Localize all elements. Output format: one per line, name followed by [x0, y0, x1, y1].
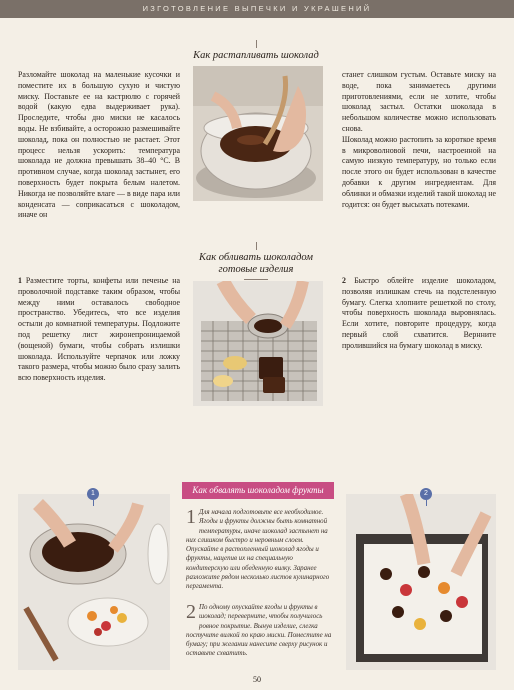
page-number: 50: [253, 675, 261, 684]
section1-right-text-2: Шоколад можно растопить за короткое время в микроволновой печи, настроенной на самую низкую температуру, но только если после этого он будет использован в качестве добавки к другим ингредиентам. Для облинки и обмазки изделий такой шоколад не годится: он будет высыхать потеками.: [342, 134, 496, 209]
fruit-on-parchment-photo: [346, 494, 496, 670]
title-tick: [256, 242, 257, 250]
fruit-step2-text: По одному опускайте ягоды и фрукты в шоколад; переверните, чтобы получилось ровное покрытие. Вынув изделие, слегка постучите вилкой по краю миски. Поместите на бумагу; при желании нанесите сверху рисунок и оставьте схватить.: [186, 604, 332, 658]
section2-left-text: Разместите торты, конфеты или печенье на проволочной подставке таким образом, чтобы между ними оставалось свободное пространство. Убедитесь, что все изделия остыли до комнатной температуры. Подложите под решетку лист жиронепроницаемой (вощеной) бумаги, чтобы собрать излишки шоколада. Используйте черпачок или ложку такого размера, чтобы можно было сразу залить всю поверхность изделия.: [18, 276, 180, 383]
melting-chocolate-photo: [193, 66, 323, 201]
section2-title-line2: готовые изделия: [218, 264, 294, 276]
section2-right-column: [342, 276, 496, 352]
section1-title-text: Как растапливать шоколад: [193, 50, 319, 61]
section1-right-column: [342, 70, 496, 210]
fruit-step1: [186, 508, 336, 592]
running-header-title: ИЗГОТОВЛЕНИЕ ВЫПЕЧКИ И УКРАШЕНИЙ: [142, 4, 372, 13]
step1-badge: 1: [87, 488, 99, 500]
section2-right-text: Быстро облейте изделие шоколадом, позволяя излишкам стечь на подстеленную бумагу. Слегка хлопните решеткой по столу, чтобы поверхность шоколада выровнялась. Если хотите, повторите процедуру, когда первый слой схватится. Вернните пролившийся на бумагу шоколад в миску.: [342, 276, 496, 350]
glazing-on-rack-photo: [193, 281, 323, 406]
badge1-line: [93, 500, 94, 506]
section1-left-column: [18, 70, 180, 221]
step-number: 2: [342, 276, 346, 285]
step-number: 1: [18, 276, 22, 285]
title-tick: [256, 40, 257, 48]
section2-left-column: [18, 276, 180, 384]
step2-badge: 2: [420, 488, 432, 500]
step2-number: 2: [186, 601, 196, 623]
fruit-step2: [186, 603, 336, 659]
fruit-step1-text: Для начала подготовьте все необходимое. Ягоды и фрукты должны быть комнатной температуры, иначе шоколад застынет на них слишком быстро и неровным слоем. Опускайте в растопленный шоколад ягоды и фрукты, нацепив их на специальную кондитерскую или обеденную вилку. Заранее разложите рядом несколько листов кулинарного пергамента.: [186, 509, 330, 591]
title-rule: [244, 279, 268, 280]
badge2-line: [426, 500, 427, 506]
step1-number: 1: [186, 506, 196, 528]
section2-title-line1: Как обливать шоколадом: [199, 252, 313, 263]
section1-left-text: Разломайте шоколад на маленькие кусочки и поместите их в большую сухую и чистую миску. Поставьте ее на кастрюлю с горячей водой (какую едва выдерживает рука). Проследите, чтобы дно миски не касалось воды. Не взбивайте, а осторожно размешивайте шоколад, пока он полностью не растает. Этот процесс нельзя ускорить: температура шоколада не должна превышать 38–40 °С. В противном случае, когда шоколад застынет, его поверхность будет покрыта белым налетом. Никогда не позволяйте влаге — в виде пара или конденсата — соприкасаться с шоколадом, иначе он: [18, 70, 180, 220]
section1-title: [180, 50, 332, 62]
section2-title: [180, 252, 332, 276]
fruit-dipping-photo: [18, 494, 170, 670]
running-header: [0, 0, 514, 18]
section3-title: Как обвалять шоколадом фрукты: [182, 482, 334, 499]
section1-right-text-1: станет слишком густым. Оставьте миску на воде, пока занимаетесь другими приготовлениями, если не хотите, чтобы шоколад застыл. Остатки шоколада в небольшом количестве можно использовать снова.: [342, 70, 496, 133]
